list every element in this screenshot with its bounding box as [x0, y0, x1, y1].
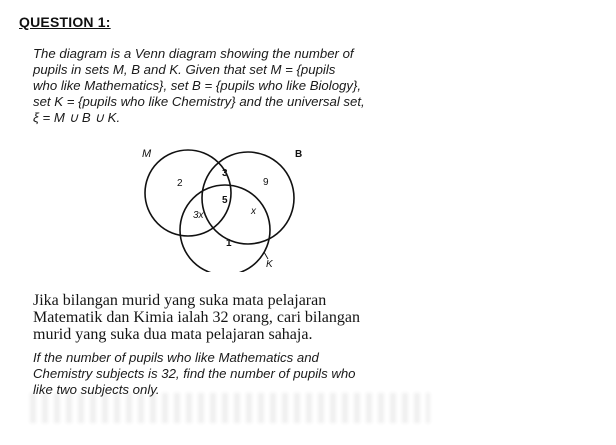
region-m-and-k-only: 3x — [193, 210, 204, 221]
question-english-text — [33, 350, 425, 398]
region-all-three: 5 — [222, 195, 228, 206]
intro-line-2: pupils in sets M, B and K. Given that set M = {pupils — [33, 62, 336, 77]
intro-line-1: The diagram is a Venn diagram showing the number of — [33, 46, 354, 61]
venn-diagram — [130, 140, 320, 272]
english-line-3: like two subjects only. — [33, 382, 160, 397]
intro-line-5: ξ = M ∪ B ∪ K. — [33, 110, 121, 125]
intro-line-3: who like Mathematics}, set B = {pupils who like Biology}, — [33, 78, 362, 93]
region-k-only: 1 — [226, 238, 232, 249]
english-line-1: If the number of pupils who like Mathematics and — [33, 350, 319, 365]
set-m-label: M — [142, 148, 152, 160]
question-heading: QUESTION 1: — [19, 14, 111, 30]
region-b-only: 9 — [263, 177, 269, 188]
set-b-label: B — [295, 149, 303, 160]
intro-line-4: set K = {pupils who like Chemistry} and the universal set, — [33, 94, 365, 109]
malay-line-3: murid yang suka dua mata pelajaran sahaja. — [33, 326, 313, 343]
region-m-and-b-only: 3 — [222, 168, 228, 179]
malay-line-1: Jika bilangan murid yang suka mata pelajaran — [33, 292, 327, 309]
set-k-label: K — [266, 259, 273, 270]
set-k-pointer — [264, 252, 268, 259]
set-b-circle — [202, 152, 294, 244]
question-intro-text — [33, 46, 425, 126]
region-b-and-k-only: x — [251, 206, 256, 217]
question-malay-text — [33, 292, 425, 343]
show-through-text-shadow — [30, 393, 430, 423]
english-line-2: Chemistry subjects is 32, find the number of pupils who — [33, 366, 356, 381]
region-m-only: 2 — [177, 178, 183, 189]
malay-line-2: Matematik dan Kimia ialah 32 orang, cari bilangan — [33, 309, 360, 326]
